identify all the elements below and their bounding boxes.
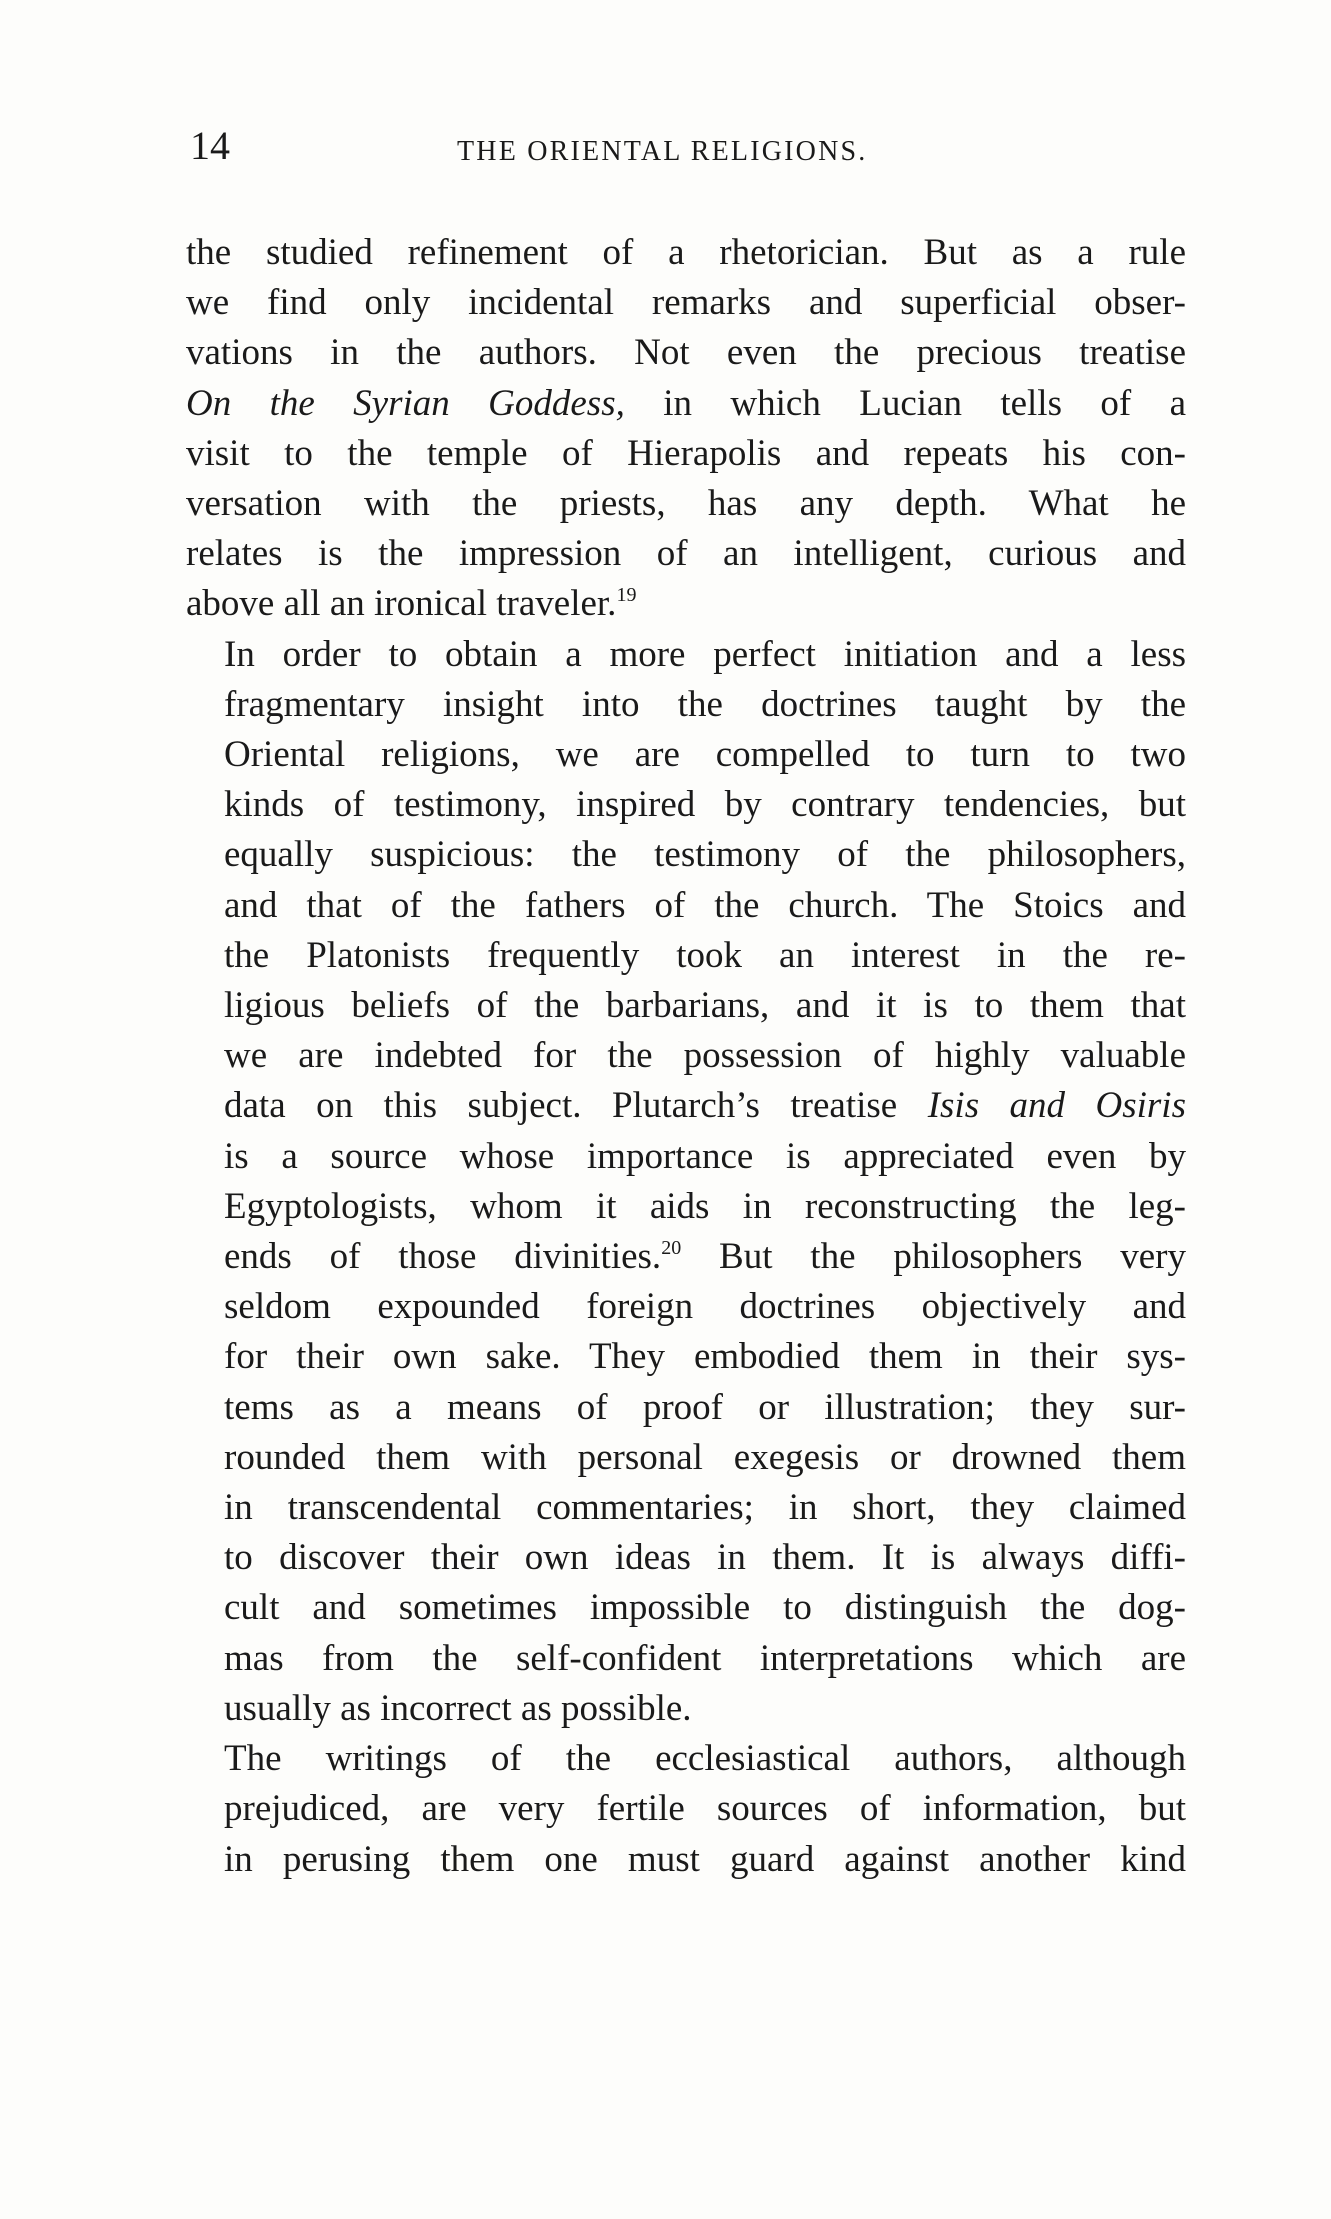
text-line: ligious beliefs of the barbarians, and it is to them that <box>224 985 1186 1027</box>
text-line <box>186 1232 1186 1282</box>
text-run: data on this subject. Plutarch’s treatise <box>224 1085 928 1127</box>
footnote-ref-20[interactable]: 20 <box>661 1237 682 1260</box>
text-line: prejudiced, are very fertile sources of information, but <box>224 1788 1186 1830</box>
text-run: above all an ironical traveler. <box>186 583 617 625</box>
text-line: to discover their own ideas in them. It is always diffi- <box>224 1537 1186 1579</box>
paragraph-1 <box>186 228 1186 630</box>
paragraph-3 <box>186 1734 1186 1885</box>
running-title: THE ORIENTAL RELIGIONS. <box>457 136 868 167</box>
italic-title-isis-and-osiris: Isis and Osiris <box>927 1085 1186 1127</box>
text-line: we find only incidental remarks and superficial obser- <box>186 282 1186 324</box>
text-line <box>186 1081 1186 1131</box>
text-line: The writings of the ecclesiastical authors, although <box>224 1738 1186 1780</box>
text-line <box>186 579 1186 629</box>
text-line: seldom expounded foreign doctrines objectively and <box>224 1286 1186 1328</box>
text-line: cult and sometimes impossible to distinguish the dog- <box>224 1587 1186 1629</box>
text-line: versation with the priests, has any depth. What he <box>186 483 1186 525</box>
page-number: 14 <box>190 123 230 168</box>
text-line: kinds of testimony, inspired by contrary tendencies, but <box>224 784 1186 826</box>
text-line: vations in the authors. Not even the precious treatise <box>186 332 1186 374</box>
text-line: Oriental religions, we are compelled to turn to two <box>224 734 1186 776</box>
footnote-ref-19[interactable]: 19 <box>616 584 637 607</box>
text-line: rounded them with personal exegesis or drowned them <box>224 1436 1186 1478</box>
text-line: we are indebted for the possession of highly valuable <box>224 1035 1186 1077</box>
text-line: In order to obtain a more perfect initiation and a less <box>224 633 1186 675</box>
text-line: Egyptologists, whom it aids in reconstructing the leg- <box>224 1185 1186 1227</box>
text-line: is a source whose importance is appreciated even by <box>224 1135 1186 1177</box>
text-line: tems as a means of proof or illustration; they sur- <box>224 1386 1186 1428</box>
italic-title-syrian-goddess: On the Syrian Goddess, <box>186 382 625 424</box>
text-run: in which Lucian tells of a <box>624 382 1186 424</box>
text-line: the Platonists frequently took an interest in the re- <box>224 934 1186 976</box>
text-run: But the philosophers very <box>681 1236 1186 1278</box>
text-line: for their own sake. They embodied them in their sys- <box>224 1336 1186 1378</box>
paragraph-2 <box>186 630 1186 1734</box>
text-line: usually as incorrect as possible. <box>224 1687 692 1729</box>
text-line: in perusing them one must guard against another kind <box>224 1838 1186 1880</box>
text-line <box>186 379 1186 429</box>
text-line: mas from the self-confident interpretations which are <box>224 1637 1186 1679</box>
text-line: equally suspicious: the testimony of the philosophers, <box>224 834 1186 876</box>
text-line: the studied refinement of a rhetorician. But as a rule <box>186 232 1186 273</box>
text-line: fragmentary insight into the doctrines taught by the <box>224 683 1186 725</box>
page-header <box>190 122 1190 182</box>
body-text <box>186 228 1186 1885</box>
text-line: in transcendental commentaries; in short, they claimed <box>224 1487 1186 1529</box>
text-line: visit to the temple of Hierapolis and repeats his con- <box>186 432 1186 474</box>
text-line: relates is the impression of an intelligent, curious and <box>186 533 1186 575</box>
text-line: and that of the fathers of the church. The Stoics and <box>224 884 1186 926</box>
text-run: ends of those divinities. <box>224 1236 662 1278</box>
